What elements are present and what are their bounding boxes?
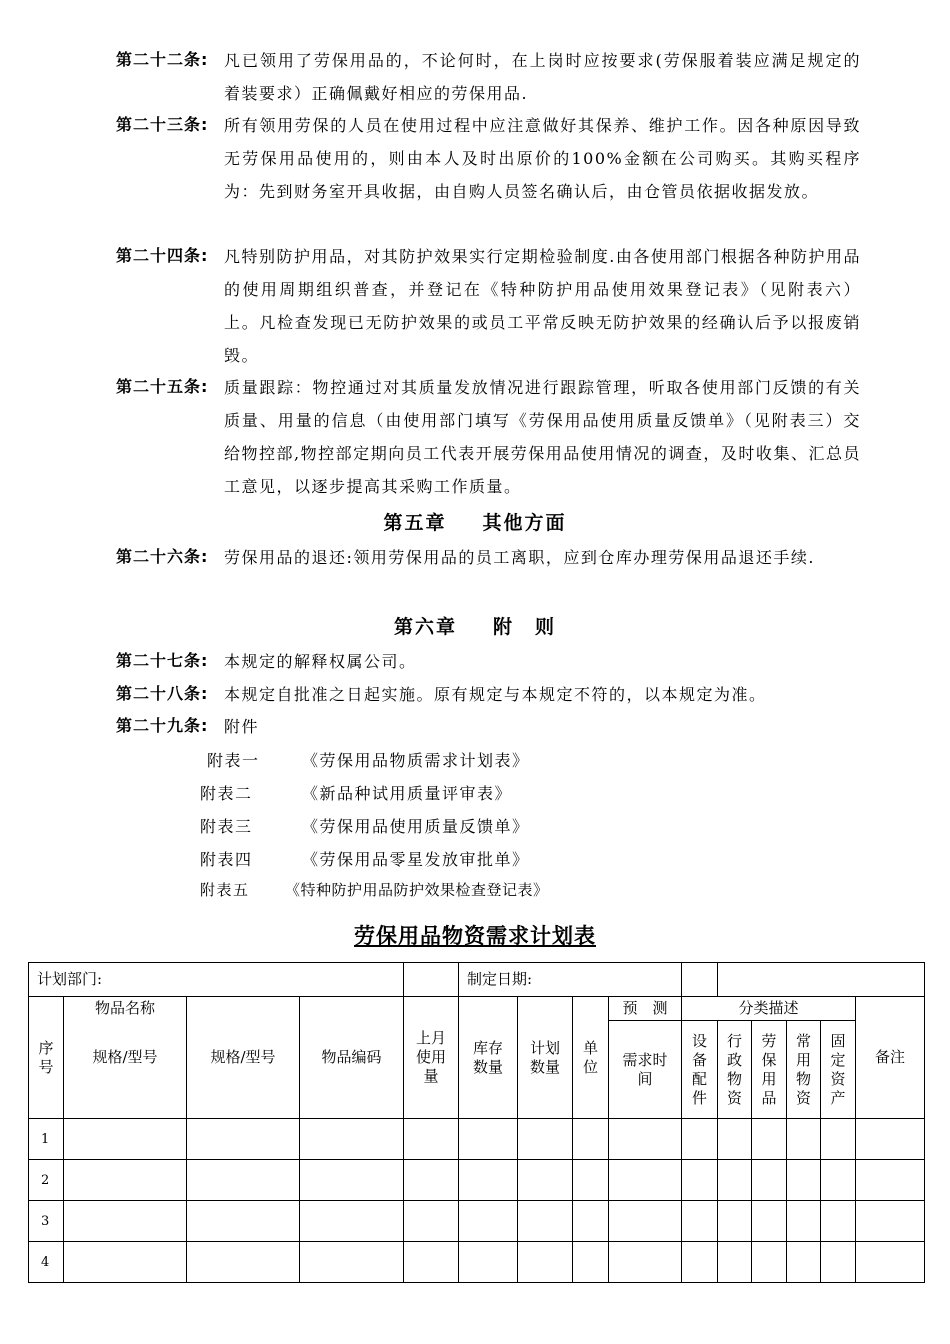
cell[interactable]	[573, 1119, 609, 1160]
header-spec-model: 规格/型号	[187, 997, 300, 1119]
header-cat-fixed: 固定资产	[821, 1021, 856, 1119]
article-23	[116, 109, 861, 208]
cell[interactable]	[300, 1119, 404, 1160]
cell[interactable]	[64, 1242, 187, 1283]
cell[interactable]	[300, 1242, 404, 1283]
cell[interactable]	[404, 1160, 459, 1201]
cell[interactable]	[682, 1119, 718, 1160]
header-plan-qty: 计划数量	[518, 997, 573, 1119]
article-label: 第二十六条:	[116, 547, 209, 566]
cell[interactable]	[787, 1242, 821, 1283]
cell[interactable]	[821, 1119, 856, 1160]
cell[interactable]	[404, 1119, 459, 1160]
blank-cell	[718, 963, 925, 997]
header-item-name: 物品名称 规格/型号	[64, 997, 187, 1119]
attachment-name: 《劳保用品使用质量反馈单》	[302, 817, 530, 836]
row-number: 1	[29, 1119, 64, 1160]
chapter-heading-6	[0, 612, 950, 639]
article-22	[116, 44, 861, 110]
article-text: 凡特别防护用品，对其防护效果实行定期检验制度.由各使用部门根据各种防护用品的使用周期组织普查，并登记在《特种防护用品使用效果登记表》（见附表六）上。凡检查发现已无防护效果的或员工平常反映无防护效果的经确认后予以报废销毁。	[224, 247, 861, 365]
attachment-name: 《特种防护用品防护效果检查登记表》	[285, 881, 549, 899]
cell[interactable]	[573, 1242, 609, 1283]
article-label: 第二十五条:	[116, 377, 209, 396]
cell[interactable]	[459, 1201, 518, 1242]
row-number: 3	[29, 1201, 64, 1242]
cell[interactable]	[718, 1119, 752, 1160]
cell[interactable]	[187, 1242, 300, 1283]
blank-cell	[682, 963, 718, 997]
attachment-no: 附表五	[200, 881, 250, 899]
table-row	[29, 1242, 925, 1283]
cell[interactable]	[459, 1160, 518, 1201]
cell[interactable]	[718, 1201, 752, 1242]
header-item-code: 物品编码	[300, 997, 404, 1119]
cell[interactable]	[459, 1242, 518, 1283]
cell[interactable]	[64, 1160, 187, 1201]
chapter-name: 其他方面	[482, 512, 567, 534]
cell[interactable]	[573, 1160, 609, 1201]
article-label: 第二十三条:	[116, 115, 209, 134]
header-demand-time: 需求时间	[609, 1021, 682, 1119]
header-forecast: 预 测	[609, 997, 682, 1021]
cell[interactable]	[64, 1201, 187, 1242]
cell[interactable]	[300, 1160, 404, 1201]
cell[interactable]	[856, 1119, 925, 1160]
article-label: 第二十七条:	[116, 651, 209, 670]
cell[interactable]	[682, 1242, 718, 1283]
form-title: 劳保用品物资需求计划表	[354, 924, 596, 948]
cell[interactable]	[518, 1119, 573, 1160]
cell[interactable]	[821, 1242, 856, 1283]
table-row	[29, 1119, 925, 1160]
cell[interactable]	[856, 1242, 925, 1283]
plan-dept-label: 计划部门:	[29, 963, 404, 997]
attachment-name: 《劳保用品零星发放审批单》	[302, 850, 530, 869]
cell[interactable]	[821, 1160, 856, 1201]
cell[interactable]	[518, 1160, 573, 1201]
article-27	[116, 645, 861, 678]
cell[interactable]	[404, 1242, 459, 1283]
article-26	[116, 541, 861, 574]
header-category: 分类描述	[682, 997, 856, 1021]
row-number: 2	[29, 1160, 64, 1201]
article-28	[116, 678, 861, 711]
header-unit: 单位	[573, 997, 609, 1119]
article-text: 劳保用品的退还:领用劳保用品的员工离职，应到仓库办理劳保用品退还手续.	[224, 548, 815, 567]
chapter-name: 附 则	[493, 616, 557, 638]
cell[interactable]	[752, 1119, 787, 1160]
row-number: 4	[29, 1242, 64, 1283]
header-cat-equipment: 设备配件	[682, 1021, 718, 1119]
cell[interactable]	[187, 1119, 300, 1160]
cell[interactable]	[518, 1201, 573, 1242]
article-label: 第二十二条:	[116, 50, 209, 69]
cell[interactable]	[459, 1119, 518, 1160]
cell[interactable]	[682, 1201, 718, 1242]
article-text: 质量跟踪：物控通过对其质量发放情况进行跟踪管理，听取各使用部门反馈的有关质量、用量的信息（由使用部门填写《劳保用品使用质量反馈单》（见附表三）交给物控部,物控部定期向员工代表开展劳保用品使用情况的调查，及时收集、汇总员工意见，以逐步提高其采购工作质量。	[224, 378, 861, 496]
cell[interactable]	[856, 1201, 925, 1242]
cell[interactable]	[187, 1201, 300, 1242]
attachment-no: 附表一	[207, 751, 260, 770]
cell[interactable]	[718, 1242, 752, 1283]
header-cat-admin: 行政物资	[718, 1021, 752, 1119]
cell[interactable]	[821, 1201, 856, 1242]
attachment-no: 附表二	[200, 784, 253, 803]
table-row	[29, 1201, 925, 1242]
attachment-no: 附表四	[200, 850, 253, 869]
cell[interactable]	[64, 1119, 187, 1160]
cell[interactable]	[752, 1160, 787, 1201]
cell[interactable]	[300, 1201, 404, 1242]
cell[interactable]	[518, 1242, 573, 1283]
cell[interactable]	[187, 1160, 300, 1201]
article-text: 本规定自批准之日起实施。原有规定与本规定不符的，以本规定为准。	[224, 685, 767, 704]
article-25	[116, 371, 861, 503]
header-last-month-usage: 上月使用量	[404, 997, 459, 1119]
cell[interactable]	[682, 1160, 718, 1201]
cell[interactable]	[787, 1160, 821, 1201]
article-text: 本规定的解释权属公司。	[224, 652, 417, 671]
cell[interactable]	[573, 1201, 609, 1242]
cell[interactable]	[404, 1201, 459, 1242]
article-label: 第二十九条:	[116, 716, 209, 735]
table-row	[29, 1160, 925, 1201]
cell[interactable]	[609, 1242, 682, 1283]
blank-cell	[404, 963, 459, 997]
cell[interactable]	[609, 1160, 682, 1201]
header-stock-qty: 库存数量	[459, 997, 518, 1119]
cell[interactable]	[752, 1242, 787, 1283]
article-text: 所有领用劳保的人员在使用过程中应注意做好其保养、维护工作。因各种原因导致无劳保用品使用的，则由本人及时出原价的100%金额在公司购买。其购买程序为：先到财务室开具收据，由自购人员签名确认后，由仓管员依据收据发放。	[224, 116, 861, 201]
chapter-number: 第六章	[393, 616, 457, 638]
article-29	[116, 710, 861, 743]
cell[interactable]	[856, 1160, 925, 1201]
demand-plan-table	[28, 962, 925, 1283]
header-remark: 备注	[856, 997, 925, 1119]
cell[interactable]	[752, 1201, 787, 1242]
header-cat-common: 常用物资	[787, 1021, 821, 1119]
attachment-no: 附表三	[200, 817, 253, 836]
header-cat-labor: 劳保用品	[752, 1021, 787, 1119]
cell[interactable]	[609, 1119, 682, 1160]
chapter-heading-5	[0, 508, 950, 535]
article-24	[116, 240, 861, 372]
article-text: 凡已领用了劳保用品的，不论何时，在上岗时应按要求(劳保服着装应满足规定的着装要求）正确佩戴好相应的劳保用品.	[224, 51, 861, 103]
cell[interactable]	[787, 1201, 821, 1242]
article-text: 附件	[224, 717, 260, 736]
attachment-name: 《新品种试用质量评审表》	[302, 784, 513, 803]
article-label: 第二十四条:	[116, 246, 209, 265]
cell[interactable]	[718, 1160, 752, 1201]
plan-date-label: 制定日期:	[459, 963, 682, 997]
article-label: 第二十八条:	[116, 684, 209, 703]
chapter-number: 第五章	[383, 512, 447, 534]
attachment-name: 《劳保用品物质需求计划表》	[302, 751, 530, 770]
header-seq: 序号	[29, 997, 64, 1119]
cell[interactable]	[787, 1119, 821, 1160]
cell[interactable]	[609, 1201, 682, 1242]
